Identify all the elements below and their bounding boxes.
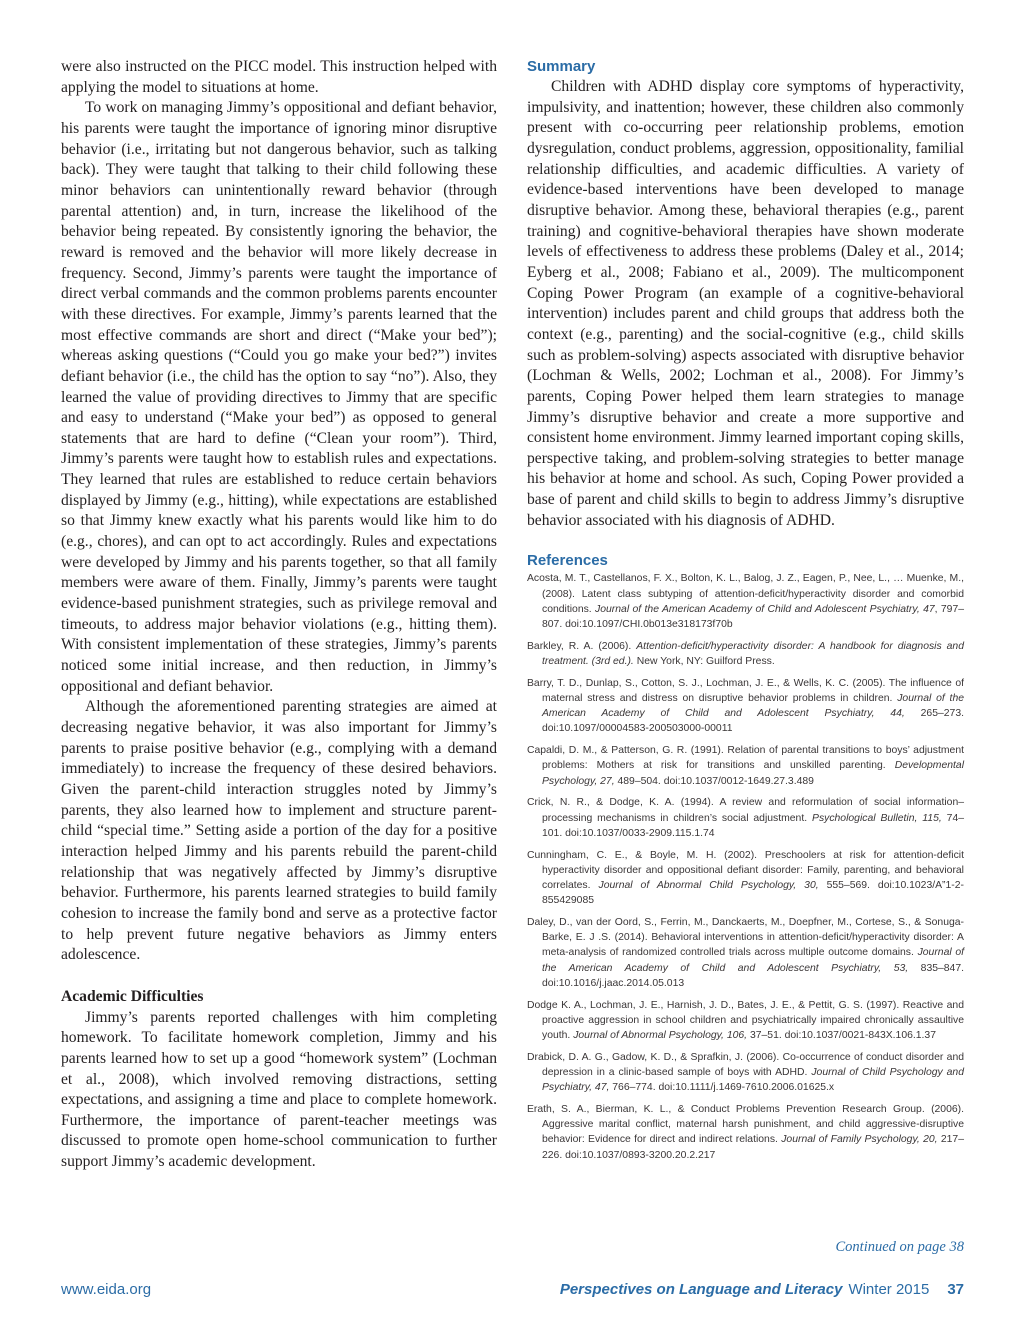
heading-references: References [527, 552, 608, 570]
page-number: 37 [947, 1281, 964, 1298]
continued-note: Continued on page 38 [835, 1239, 964, 1255]
reference-item: Cunningham, C. E., & Boyle, M. H. (2002). Preschoolers at risk for attention-deficit hyperactivity disorder and oppositional defiant disorder: Family, parenting, and behavioral correlates. Journal of Abnormal Child Psychology, 30, 555–569. doi:10.1023/A”1-2-855429085 [527, 849, 964, 907]
paragraph-homework: Jimmy’s parents reported challenges with him completing homework. To facilitate homework completion, Jimmy and his parents learned how to set up a good “homework system” (Lochman et al., 2008), which involved removing distractions, setting expectations, and assigning a time and place to complete homework. Furthermore, the importance of parent-teacher meetings was discussed to promote open home-school communication to further support Jimmy’s academic development. [61, 1008, 497, 1171]
footer-website-link[interactable]: www.eida.org [61, 1281, 152, 1298]
footer-publication [560, 1281, 964, 1298]
reference-item: Daley, D., van der Oord, S., Ferrin, M., Danckaerts, M., Doepfner, M., Cortese, S., & Sonuga-Barke, E. J .S. (2014). Behavioral interventions in attention-deficit/hyperactivity disorder: A meta-analysis of randomized controlled trials across multiple outcome domains. Journal of the American Academy of Child and Adolescent Psychiatry, 53, 835–847. doi:10.1016/j.jaac.2014.05.013 [527, 917, 965, 989]
reference-item: Barry, T. D., Dunlap, S., Cotton, S. J., Lochman, J. E., & Wells, K. C. (2005). The influence of maternal stress and distress on disruptive behavior problems in children. Journal of the American Academy of Child and Adolescent Psychiatry, 44, 265–273. doi:10.1097/00004583-200503000-00011 [527, 677, 964, 735]
reference-item: Dodge K. A., Lochman, J. E., Harnish, J. D., Bates, J. E., & Pettit, G. S. (1997). Reactive and proactive aggression in school children and psychiatrically impaired chronically assaultive youth. Journal of Abnormal Psychology, 106, 37–51. doi:10.1037/0021-843X.106.1.37 [527, 999, 964, 1042]
heading-summary: Summary [527, 58, 596, 75]
paragraph-positive-behavior: Although the aforementioned parenting strategies are aimed at decreasing negative behavior, it was also important for Jimmy’s parents to praise positive behavior (e.g., complying with a demand immediately) to increase the frequency of these desired behaviors. Given the parent-child interaction struggles noted by Jimmy’s parents, they also learned how to implement and structure parent-child “special time.” Setting aside a portion of the day for a positive interaction helped Jimmy and his parents rebuild the parent-child relationship that was negatively affected by Jimmy’s disruptive behavior. Furthermore, his parents learned strategies to build family cohesion to increase the family bond and serve as a protective factor to help prevent future negative behaviors as Jimmy enters adolescence. [61, 698, 497, 964]
page-footer [61, 1281, 964, 1301]
reference-item: Barkley, R. A. (2006). Attention-deficit/hyperactivity disorder: A handbook for diagnosis and treatment. (3rd ed.). New York, NY: Guilford Press. [527, 640, 964, 668]
reference-item: Erath, S. A., Bierman, K. L., & Conduct Problems Prevention Research Group. (2006). Aggressive marital conflict, maternal harsh punishment, and child aggressive-disruptive behavior: Evidence for direct and indirect relations. Journal of Family Psychology, 20, 217–226. doi:10.1037/0893-3200.20.2.217 [527, 1104, 964, 1161]
paragraph-summary: Children with ADHD display core symptoms of hyperactivity, impulsivity, and inattention; however, these children also commonly present with co-occurring peer relationship problems, emotion dysregulation, conduct problems, aggression, oppositionality, familial relationship difficulties, and academic difficulties. A variety of evidence-based interventions have been developed to manage disruptive behavior. Among these, behavioral therapies (e.g., parent training) and cognitive-behavioral therapies have shown moderate levels of effectiveness to address these problems (Daley et al., 2014; Eyberg et al., 2008; Fabiano et al., 2009). The multicomponent Coping Power Program (an example of a cognitive-behavioral intervention) includes parent and child groups that address both the context (e.g., parenting) and the social-cognitive (e.g., child skills such as problem-solving) aspects associated with disruptive behavior (Lochman & Wells, 2002; Lochman et al., 2008). For Jimmy’s parents, Coping Power helped them learn strategies to manage Jimmy’s disruptive behavior and create a more supportive and consistent home environment. Jimmy learned important coping skills, perspective taking, and problem-solving strategies to better manage his behavior at home and school. As such, Coping Power provided a base of parent and child skills to begin to address Jimmy’s disruptive behavior associated with his diagnosis of ADHD. [527, 78, 964, 529]
paragraph-picc-continuation: were also instructed on the PICC model. This instruction helped with applying the model to situations at home. [61, 58, 497, 96]
footer-issue: Winter 2015 [848, 1281, 930, 1298]
footer-journal-title: Perspectives on Language and Literacy [559, 1281, 843, 1298]
paragraph-oppositional-behavior: To work on managing Jimmy’s oppositional and defiant behavior, his parents were taught the importance of ignoring minor disruptive behavior (i.e., irritating but not dangerous behavior, such as talking back). They were taught that talking to their child following these minor behaviors can unintentionally reward behavior (through parental attention) and, in turn, increase the likelihood of the behavior being repeated. By consistently ignoring the behavior, the reward is removed and the behavior will more likely decrease in frequency. Second, Jimmy’s parents were taught the importance of direct verbal commands and the common problems parents encounter with these directives. For example, Jimmy’s parents learned that the most effective commands are short and direct (“Make your bed”); whereas asking questions (“Could you go make your bed?”) invites defiant behavior (i.e., the child has the option to say “no”). Also, they learned the value of providing directives to Jimmy that are specific and easy to understand (“Make your bed”) as opposed to general statements that are hard to define (“Clean your room”). Third, Jimmy’s parents were taught how to establish rules and expectations. They learned that rules are established to reduce certain behaviors displayed by Jimmy (e.g., hitting), while expectations are established so that Jimmy knew exactly what his parents would like him to do (e.g., chores), and can opt to act accordingly. Rules and expectations were developed by Jimmy and his parents together, so that all family members were aware of them. Finally, Jimmy’s parents were taught evidence-based punishment strategies, such as privilege removal and timeouts, to address major behavior violations (e.g., hitting them). With consistent implementation of these strategies, Jimmy’s parents noticed some initial increase, and then reduction, in Jimmy’s oppositional and defiant behavior. [61, 99, 497, 695]
reference-item: Drabick, D. A. G., Gadow, K. D., & Sprafkin, J. (2006). Co-occurrence of conduct disorder and depression in a clinic-based sample of boys with ADHD. Journal of Child Psychology and Psychiatry, 47, 766–774. doi:10.1111/j.1469-7610.2006.01625.x [527, 1051, 964, 1094]
reference-item: Capaldi, D. M., & Patterson, G. R. (1991). Relation of parental transitions to boys’ adjustment problems: Mothers at risk for transitions and unskilled parenting. Developmental Psychology, 27, 489–504. doi:10.1037/0012-1649.27.3.489 [527, 745, 964, 787]
reference-list [527, 571, 964, 1162]
reference-item: Crick, N. R., & Dodge, K. A. (1994). A review and reformulation of social information–processing mechanisms in children’s social adjustment. Psychological Bulletin, 115, 74–101. doi:10.1037/0033-2909.115.1.74 [527, 797, 964, 839]
heading-academic-difficulties: Academic Difficulties [61, 987, 204, 1005]
reference-item: Acosta, M. T., Castellanos, F. X., Bolton, K. L., Balog, J. Z., Eagen, P., Nee, L., … Muenke, M., (2008). Latent class subtyping of attention-deficit/hyperactivity disorder and comorbid conditions. Journal of the American Academy of Child and Adolescent Psychiatry, 47, 797–807. doi:10.1097/CHI.0b013e318173f70b [527, 573, 965, 631]
left-column [61, 57, 497, 1173]
right-column [527, 57, 964, 1169]
